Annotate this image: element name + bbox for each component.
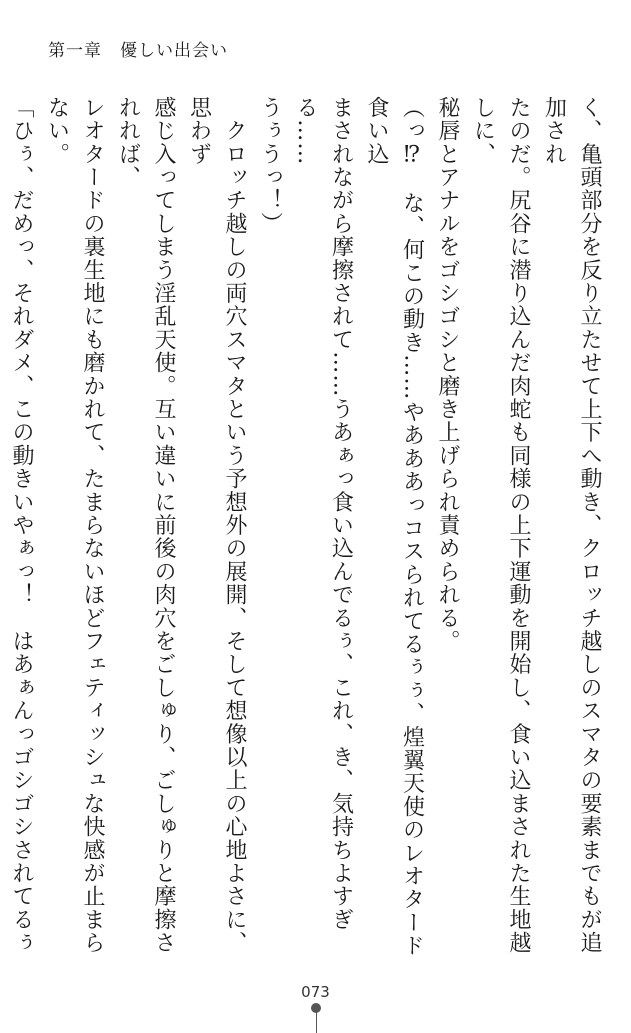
text-line: く、亀頭部分を反り立たせて上下へ動き、クロッチ越しのスマタの要素までもが追加され <box>541 96 602 955</box>
text-line: 「ひぅ、だめっ、それダメ、この動きいやぁっ！ はあぁんっゴシゴシされてるぅ <box>9 96 34 955</box>
text-line: たのだ。尻谷に潜り込んだ肉蛇も同様の上下運動を開始し、食い込まされた生地越しに、 <box>470 96 531 955</box>
page-marker-line <box>316 1012 317 1033</box>
text-line: （っ⁉ な、何この動き……やあああっコスられてるぅぅ、煌翼天使のレオタード食い込 <box>364 96 425 958</box>
text-line: クロッチ越しの両穴スマタという予想外の展開、そして想像以上の心地よさに、思わず <box>186 96 247 955</box>
chapter-header: 第一章 優しい出会い <box>48 41 228 61</box>
text-line: うぅうっ！） <box>257 96 283 236</box>
text-line: レオタードの裏生地にも磨かれて、たまらないほどフェティッシュな快感が止まらない。 <box>44 96 105 955</box>
text-line: 感じ入ってしまう淫乱天使。互い違いに前後の肉穴をごしゅり、ごしゅりと摩擦されれば、 <box>115 96 176 955</box>
text-line: まされながら摩擦されて……うあぁっ食い込んでるぅ、これ、き、気持ちよすぎる…… <box>293 96 354 932</box>
text-line: 秘唇とアナルをゴシゴシと磨き上げられ責められる。 <box>435 96 460 653</box>
page-number: 073 <box>301 983 330 1001</box>
vertical-body-text <box>9 96 607 966</box>
